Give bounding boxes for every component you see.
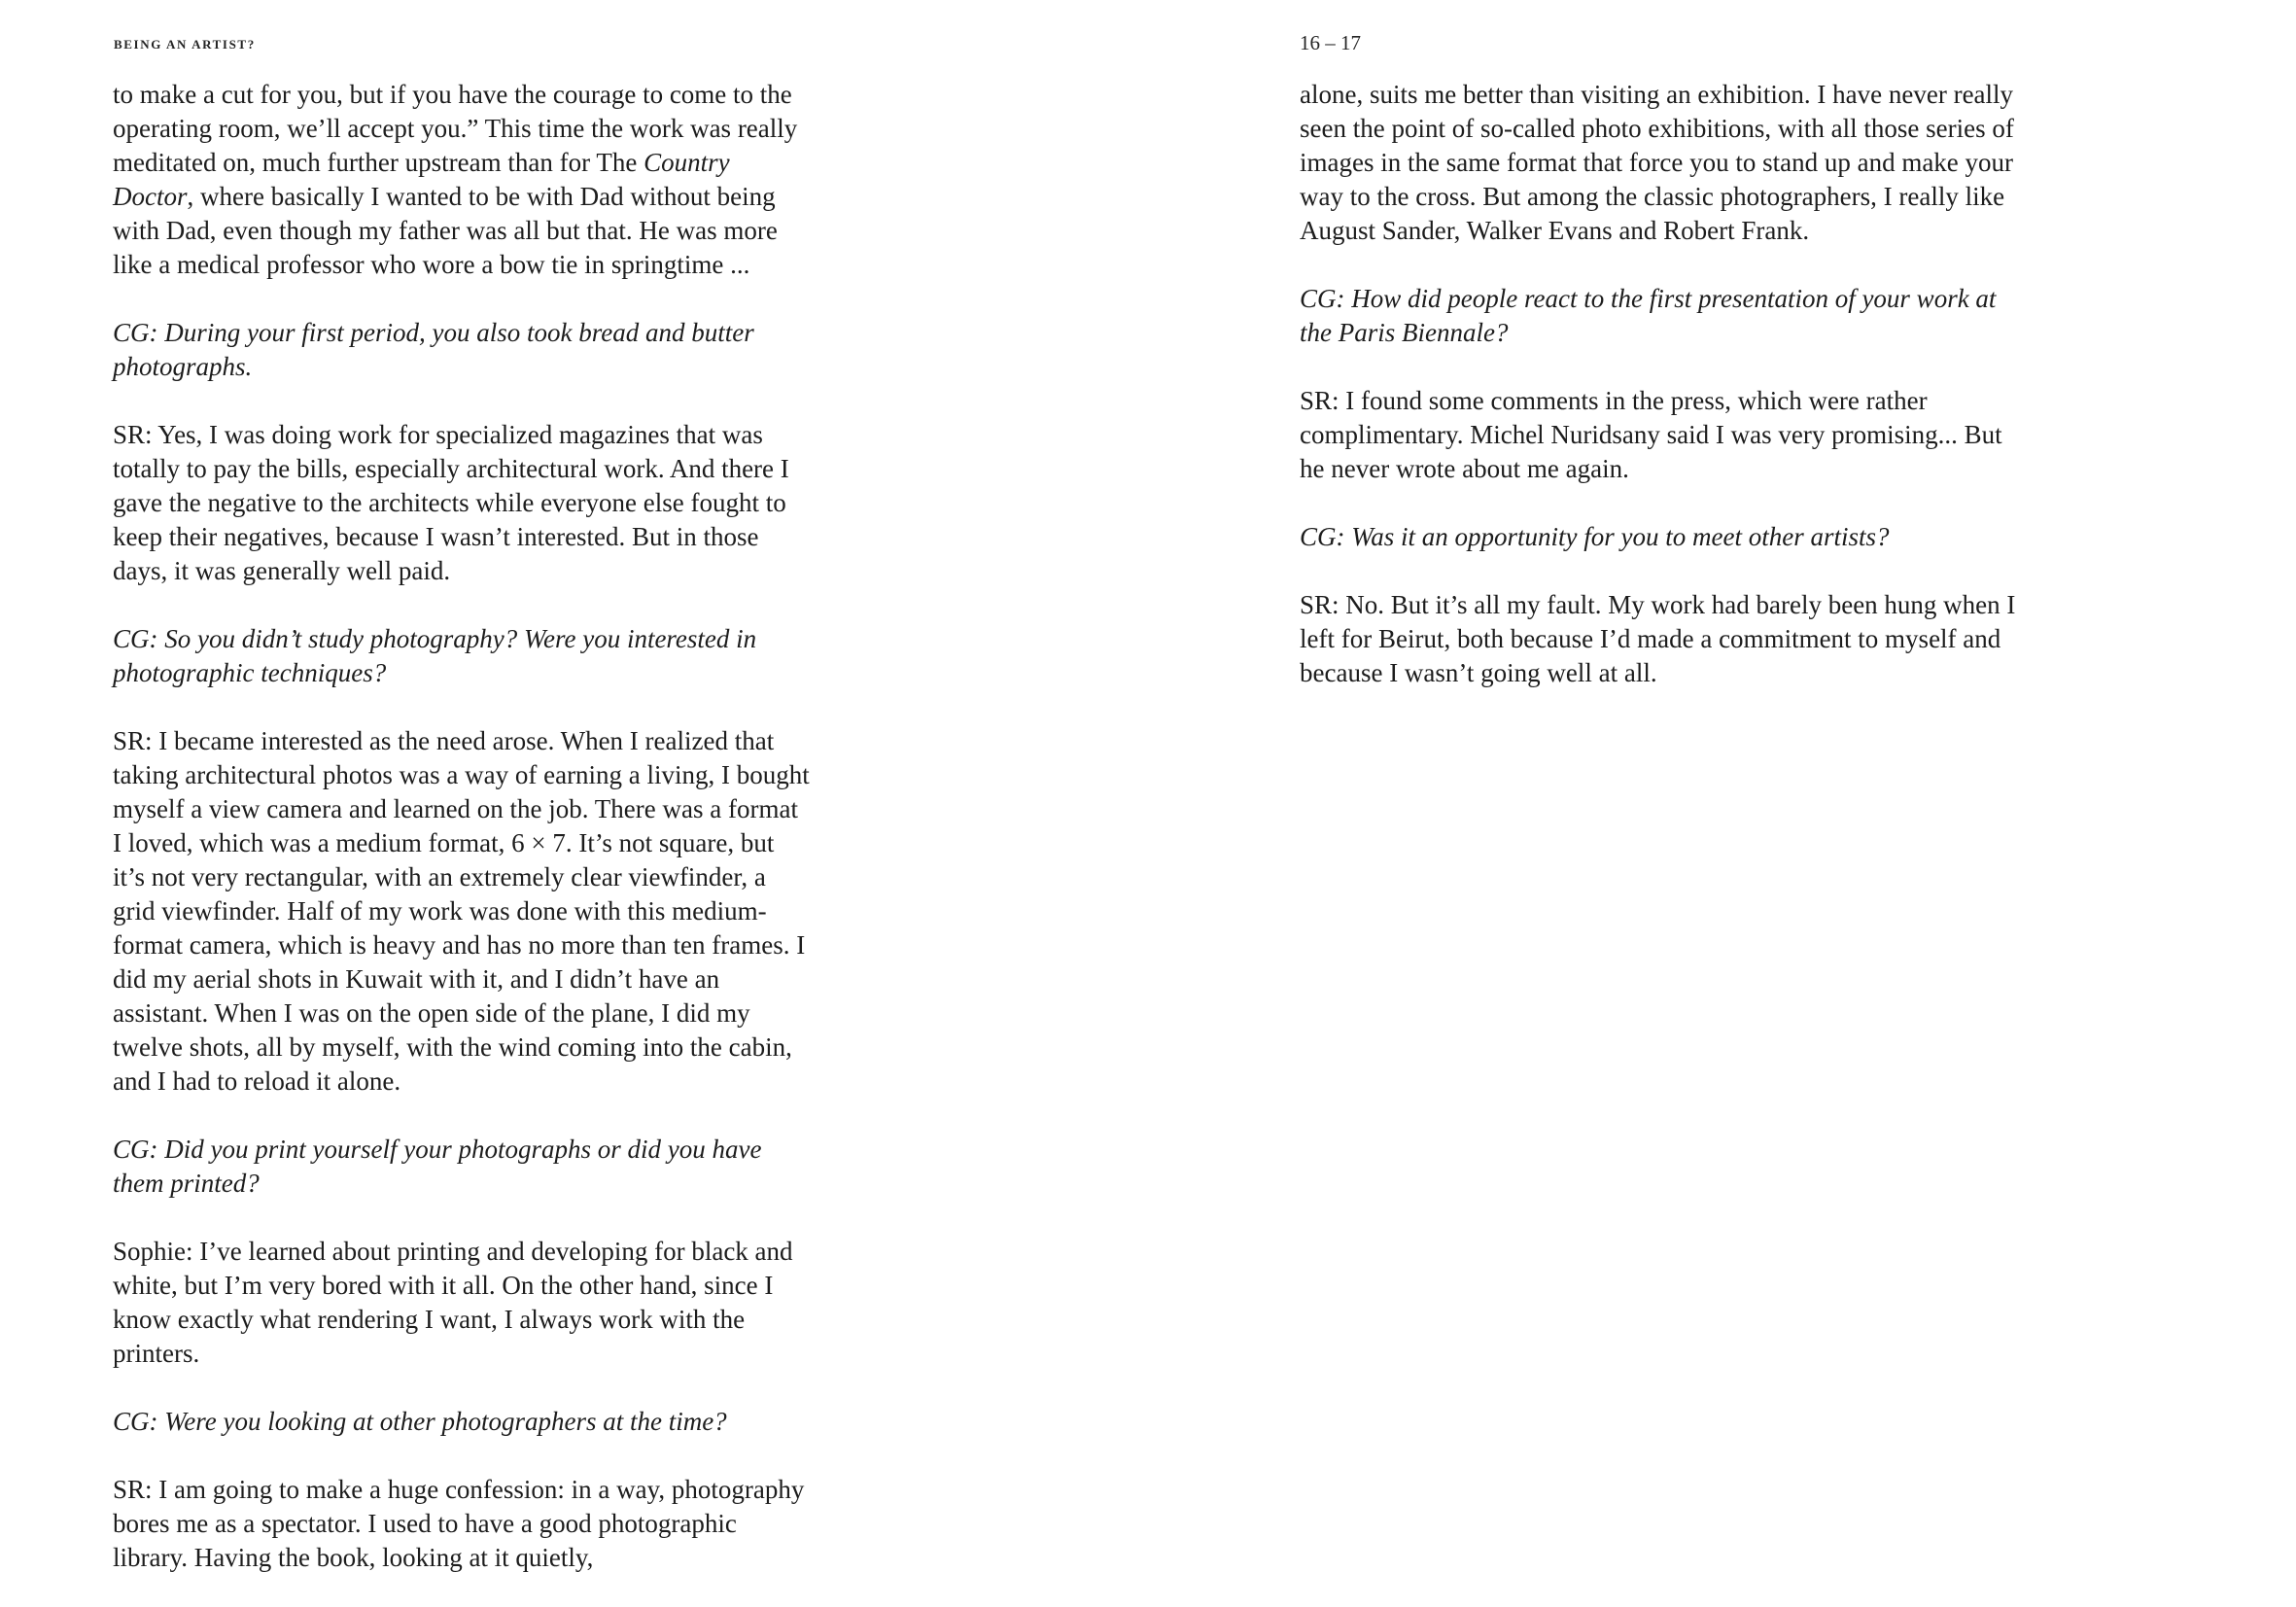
- text-segment: SR: I became interested as the need arose. When I realized that taking architectural photos was a way of earning a living, I bought myself a view camera and learned on the job. There was a format I loved, which was a medium format, 6 × 7. It’s not square, but it’s not very rectangular, with an extremely clear viewfinder, a grid viewfinder. Half of my work was done with this medium-format camera, which is heavy and has no more than ten frames. I did my aerial shots in Kuwait with it, and I didn’t have an assistant. When I was on the open side of the plane, I did my twelve shots, all by myself, with the wind coming into the cabin, and I had to reload it alone.: [113, 726, 810, 1096]
- italic-text-segment: CG: Did you print yourself your photographs or did you have them printed?: [113, 1135, 762, 1198]
- italic-text-segment: CG: How did people react to the first presentation of your work at the Paris Biennale?: [1300, 284, 1997, 347]
- italic-text-segment: CG: So you didn’t study photography? Were you interested in photographic techniques?: [113, 624, 757, 687]
- interview-question: [1300, 520, 2024, 554]
- interview-answer: [113, 418, 811, 588]
- interview-answer: [113, 724, 811, 1099]
- interview-answer: [1300, 384, 2024, 486]
- interview-answer: [1300, 588, 2024, 690]
- italic-text-segment: CG: During your first period, you also took bread and butter photographs.: [113, 318, 754, 381]
- italic-text-segment: Country Doctor: [113, 148, 730, 211]
- text-segment: SR: No. But it’s all my fault. My work had barely been hung when I left for Beirut, both because I’d made a commitment to myself and because I wasn’t going well at all.: [1300, 590, 2016, 687]
- interview-answer: [113, 1473, 811, 1575]
- text-segment: Sophie: I’ve learned about printing and developing for black and white, but I’m very bored with it all. On the other hand, since I know exactly what rendering I want, I always work with the printers.: [113, 1237, 793, 1368]
- page-left-text-column: [113, 78, 811, 1575]
- interview-answer: [113, 1235, 811, 1371]
- interview-question: [113, 1133, 811, 1201]
- text-segment: to make a cut for you, but if you have the courage to come to the operating room, we’ll accept you.” This time the work was really meditated on, much further upstream than for The: [113, 80, 798, 177]
- text-segment: SR: I am going to make a huge confession: in a way, photography bores me as a spectator. I used to have a good photographic library. Having the book, looking at it quietly,: [113, 1475, 805, 1572]
- text-segment: SR: I found some comments in the press, which were rather complimentary. Michel Nuridsany said I was very promising... But he never wrote about me again.: [1300, 386, 2002, 483]
- interview-answer: [113, 78, 811, 282]
- running-head: BEING AN ARTIST?: [114, 37, 256, 52]
- page-numbers: 16 – 17: [1300, 31, 1361, 54]
- interview-answer: [1300, 78, 2024, 248]
- italic-text-segment: CG: Was it an opportunity for you to meet other artists?: [1300, 522, 1890, 551]
- text-segment: , where basically I wanted to be with Dad without being with Dad, even though my father was all but that. He was more like a medical professor who wore a bow tie in springtime ...: [113, 182, 778, 279]
- page-right-text-column: [1300, 78, 2024, 690]
- text-segment: alone, suits me better than visiting an exhibition. I have never really seen the point of so-called photo exhibitions, with all those series of images in the same format that force you to stand up and make your way to the cross. But among the classic photographers, I really like August Sander, Walker Evans and Robert Frank.: [1300, 80, 2014, 245]
- interview-question: [113, 316, 811, 384]
- italic-text-segment: CG: Were you looking at other photographers at the time?: [113, 1407, 727, 1436]
- interview-question: [1300, 282, 2024, 350]
- interview-question: [113, 622, 811, 690]
- text-segment: SR: Yes, I was doing work for specialized magazines that was totally to pay the bills, especially architectural work. And there I gave the negative to the architects while everyone else fought to keep their negatives, because I wasn’t interested. But in those days, it was generally well paid.: [113, 420, 789, 585]
- interview-question: [113, 1405, 811, 1439]
